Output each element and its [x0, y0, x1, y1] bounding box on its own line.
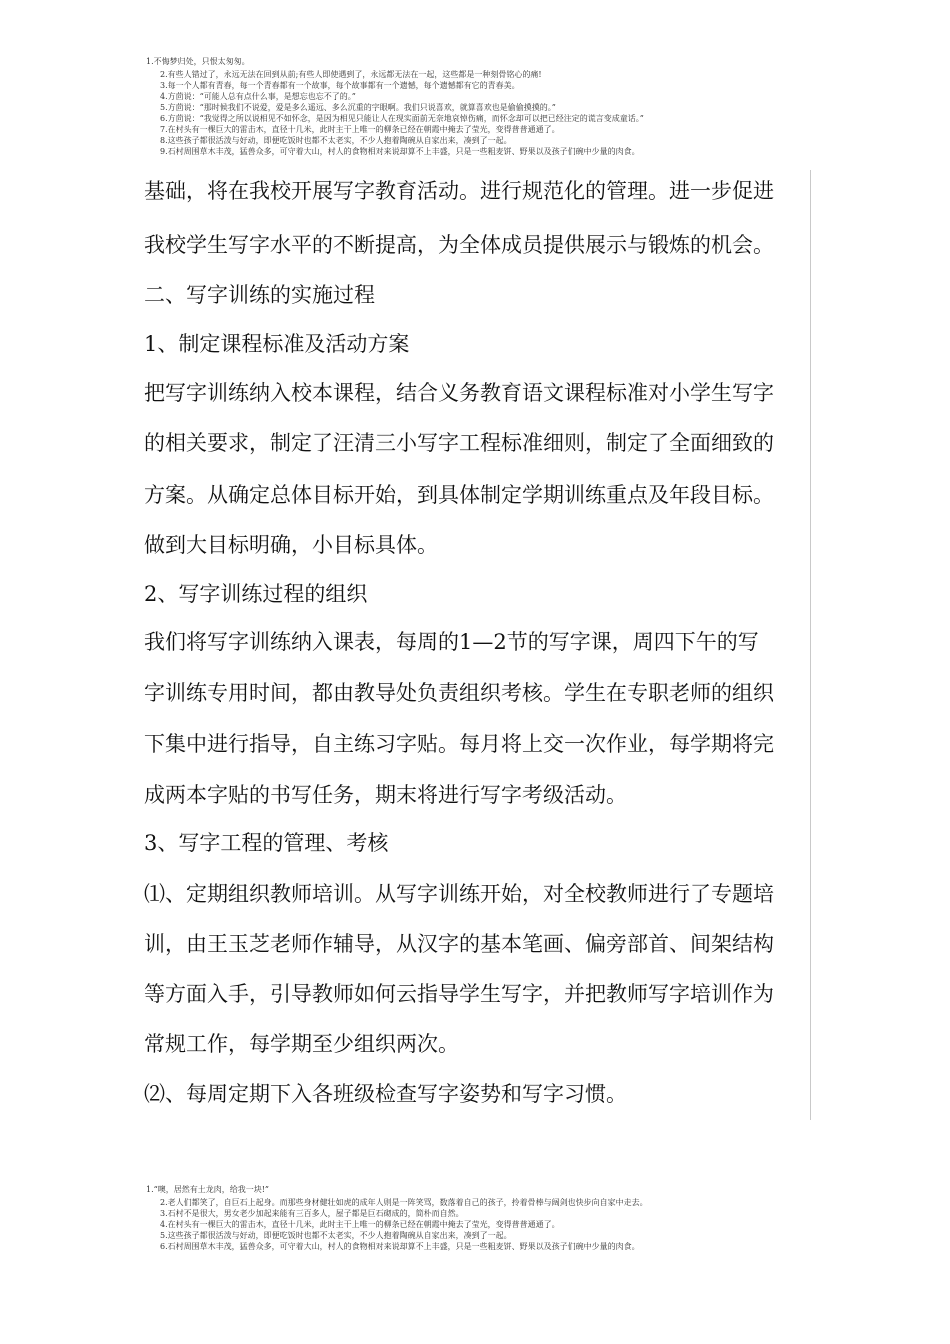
- subsection-heading: 1、制定课程标准及活动方案: [144, 332, 410, 356]
- paragraph-line: 字训练专用时间，都由教导处负责组织考核。学生在专职老师的组织: [144, 681, 774, 705]
- top-note-8: 8.这些孩子都很活泼与好动，即便吃饭时也都不太老实，不少人抱着陶碗从自家出来，凑到了一起。: [160, 136, 512, 145]
- paragraph-line: 常规工作，每学期至少组织两次。: [144, 1032, 459, 1056]
- paragraph-line: 我们将写字训练纳入课表，每周的1—2节的写字课，周四下午的写: [144, 630, 759, 654]
- section-heading: 二、写字训练的实施过程: [144, 283, 375, 307]
- paragraph-line: 成两本字贴的书写任务，期末将进行写字考级活动。: [144, 783, 627, 807]
- bottom-note-4: 4.在村头有一棵巨大的雷击木，直径十几米，此时主干上唯一的柳条已经在朝霞中掩去了莹光，变得普普通通了。: [160, 1220, 560, 1229]
- paragraph-line: 下集中进行指导，自主练习字贴。每月将上交一次作业，每学期将完: [144, 732, 774, 756]
- page-frame-line: [810, 170, 811, 1120]
- paragraph-line: ⑵、每周定期下入各班级检查写字姿势和写字习惯。: [144, 1082, 627, 1106]
- paragraph-line: 把写字训练纳入校本课程，结合义务教育语文课程标准对小学生写字: [144, 381, 774, 405]
- bottom-note-3: 3.石村不是很大，男女老少加起来能有三百多人，屋子都是巨石砌成的，简朴而自然。: [160, 1209, 464, 1218]
- top-note-3: 3.每一个人都有青春，每一个青春都有一个故事，每个故事都有一个遗憾，每个遗憾都有它的青春美。: [160, 81, 520, 90]
- bottom-note-6: 6.石村周围草木丰茂，猛兽众多，可守着大山，村人的食物相对来说却算不上丰盛，只是一些粗麦饼、野果以及孩子们碗中少量的肉食。: [160, 1242, 640, 1251]
- paragraph-line: 的相关要求，制定了汪清三小写字工程标准细则，制定了全面细致的: [144, 431, 774, 455]
- bottom-note-1: 1.“噢，居然有土龙肉，给我一块!”: [146, 1185, 270, 1194]
- top-note-6: 6.方茴说：“我觉得之所以说相见不如怀念，是因为相见只能让人在现实面前无奈地哀悼伤痛，而怀念却可以把已经注定的谎言变成童话。”: [160, 114, 644, 123]
- paragraph-line: ⑴、定期组织教师培训。从写字训练开始，对全校教师进行了专题培: [144, 882, 774, 906]
- paragraph-line: 训，由王玉芝老师作辅导，从汉字的基本笔画、偏旁部首、间架结构: [144, 932, 774, 956]
- top-note-9: 9.石村周围草木丰茂，猛兽众多，可守着大山，村人的食物相对来说却算不上丰盛，只是一些粗麦饼、野果以及孩子们碗中少量的肉食。: [160, 147, 640, 156]
- paragraph-line: 我校学生写字水平的不断提高，为全体成员提供展示与锻炼的机会。: [144, 233, 774, 257]
- subsection-heading: 2、写字训练过程的组织: [144, 582, 368, 606]
- paragraph-line: 基础，将在我校开展写字教育活动。进行规范化的管理。进一步促进: [144, 179, 774, 203]
- bottom-note-2: 2.老人们都笑了，自巨石上起身。而那些身材健壮如虎的成年人则是一阵笑骂，数落着自己的孩子，拎着骨棒与阔剑也快步向自家中走去。: [160, 1198, 648, 1207]
- top-note-5: 5.方茴说：“那时候我们不说爱，爱是多么遥远、多么沉重的字眼啊。我们只说喜欢，就算喜欢也是偷偷摸摸的。”: [160, 103, 556, 112]
- paragraph-line: 方案。从确定总体目标开始，到具体制定学期训练重点及年段目标。: [144, 483, 774, 507]
- paragraph-line: 做到大目标明确，小目标具体。: [144, 533, 438, 557]
- top-note-7: 7.在村头有一棵巨大的雷击木，直径十几米，此时主干上唯一的柳条已经在朝霞中掩去了莹光，变得普普通通了。: [160, 125, 560, 134]
- paragraph-line: 等方面入手，引导教师如何云指导学生写字，并把教师写字培训作为: [144, 982, 774, 1006]
- top-note-4: 4.方茴说：“可能人总有点什么事，是想忘也忘不了的。”: [160, 92, 356, 101]
- subsection-heading: 3、写字工程的管理、考核: [144, 831, 389, 855]
- top-note-2: 2.有些人错过了，永远无法在回到从前;有些人即使遇到了，永远都无法在一起，这些都是一种刻骨铭心的痛!: [160, 70, 542, 79]
- bottom-note-5: 5.这些孩子都很活泼与好动，即便吃饭时也都不太老实，不少人抱着陶碗从自家出来，凑到了一起。: [160, 1231, 512, 1240]
- top-note-1: 1.不悔梦归处，只恨太匆匆。: [146, 57, 250, 66]
